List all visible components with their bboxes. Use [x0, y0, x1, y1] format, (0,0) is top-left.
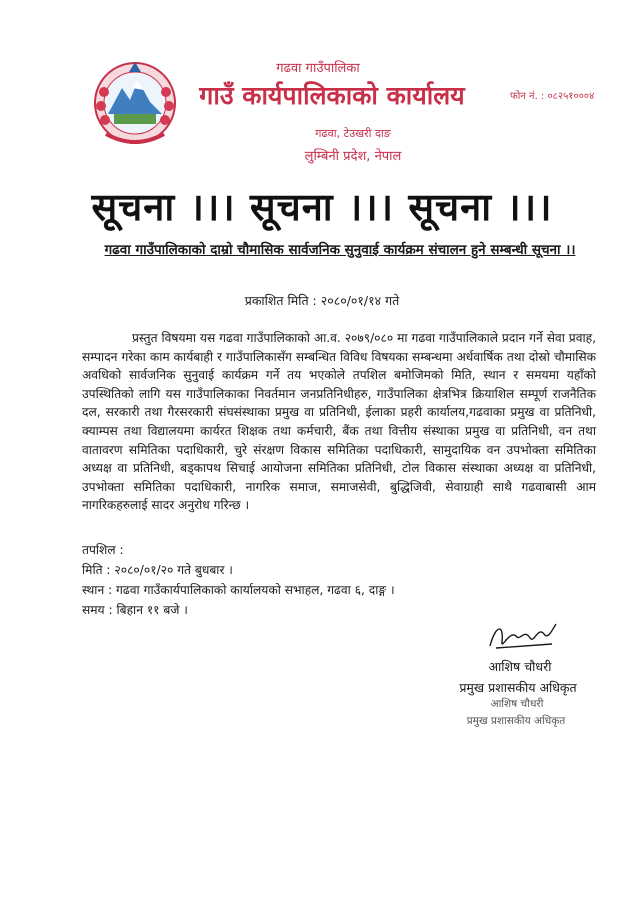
detail-venue: स्थान : गढवा गाउँकार्यपालिकाको कार्यालयको सभाहल, गढवा ६, दाङ्ग ।	[82, 583, 395, 597]
stamp-name: आशिष चौधरी	[490, 698, 544, 710]
signer-title: प्रमुख प्रशासकीय अधिकृत	[459, 680, 577, 695]
phone-number: फोन नं. : ०८२५१०००४	[510, 91, 595, 102]
signature-mark	[486, 620, 560, 654]
stamp-title: प्रमुख प्रशासकीय अधिकृत	[466, 715, 566, 727]
notice-heading: सूचना ।।। सूचना ।।। सूचना ।।।	[91, 185, 553, 229]
notice-subject: गढवा गाउँपालिकाको दाम्रो चौमासिक सार्वजनिक सुनुवाई कार्यक्रम संचालन हुने सम्बन्धी सूचना ।।	[104, 242, 576, 258]
notice-body: प्रस्तुत विषयमा यस गढवा गाउँपालिकाको आ.व. २०७९/०८० मा गढवा गाउँपालिकाले प्रदान गर्ने सेवा प्रवाह, सम्पादन गरेका काम कार्यबाही र गाउँपालिकासँग सम्बन्धित विविध विषयका सम्बन्धमा अर्धवार्षिक तथा दोस्रो चौमासिक अवधिको सार्वजनिक सुनुवाई कार्यक्रम गर्ने तय भएकोले तपशिल बमोजिमको मिति, स्थान र समयमा यहाँको उपस्थितिको लागि यस गाउँपालिकाका निवर्तमान जनप्रतिनिधीहरु, गाउँपालिका क्षेत्रभित्र क्रियाशिल सम्पूर्ण राजनैतिक दल, सरकारी तथा गैरसरकारी संघसंस्थाका प्रमुख वा प्रतिनिधी, ईलाका प्रहरी कार्यालय,गढवाका प्रमुख वा प्रतिनिधी, क्याम्पस तथा विद्यालयमा कार्यरत शिक्षक तथा कर्मचारी, बैंक तथा वित्तीय संस्थाका प्रमुख वा प्रतिनिधी, वन तथा वातावरण समितिका पदाधिकारी, चुरे संरक्षण विकास समितिका पदाधिकारी, सामुदायिक वन उपभोक्ता समितिका अध्यक्ष वा प्रतिनिधी, बड्कापथ सिचाई आयोजना समितिका प्रतिनिधी, टोल विकास संस्थाका अध्यक्ष वा प्रतिनिधी, उपभोक्ता समितिका पदाधिकारी, नागरिक समाज, समाजसेवी, बुद्धिजिवी, सेवाग्राही साथै गढवाबासी आम नागरिकहरुलाई सादर अनुरोध गरिन्छ ।	[82, 331, 596, 513]
office-province: लुम्बिनी प्रदेश, नेपाल	[304, 149, 402, 164]
published-date: प्रकाशित मिति : २०८०/०१/१४ गते	[244, 293, 400, 308]
nepal-emblem-icon	[92, 58, 178, 148]
municipality-name: गढवा गाउँपालिका	[276, 61, 360, 76]
detail-time: समय : बिहान ११ बजे ।	[82, 603, 188, 617]
detail-date: मिति : २०८०/०१/२० गते बुधबार ।	[82, 563, 233, 577]
office-title: गाउँ कार्यपालिकाको कार्यालय	[199, 81, 465, 110]
details-label: तपशिल :	[82, 543, 124, 557]
office-address: गढवा, टेउखरी दाङ	[315, 127, 391, 140]
signer-name: आशिष चौधरी	[488, 659, 552, 674]
